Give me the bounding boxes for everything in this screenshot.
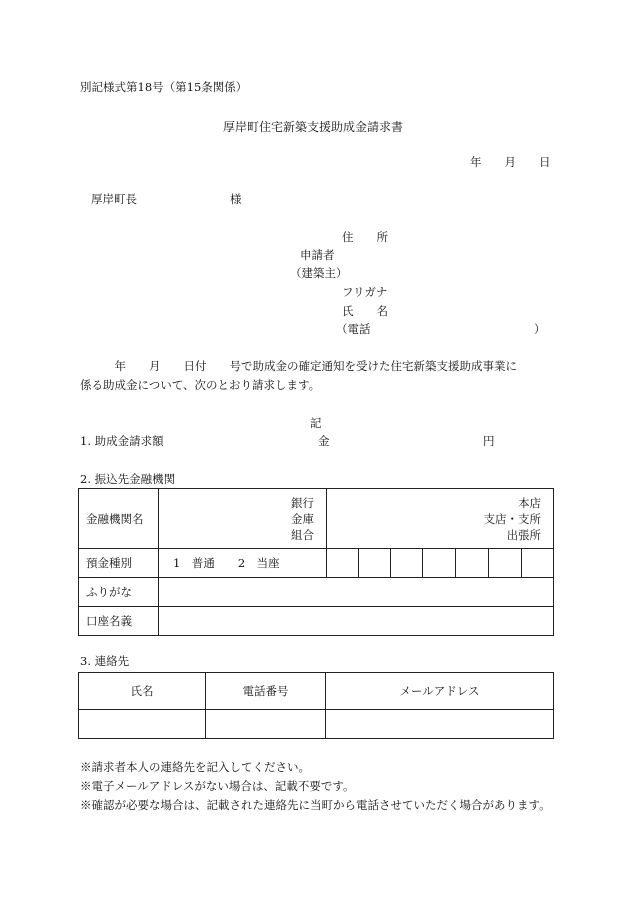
bank-table <box>78 488 554 636</box>
bank-type-cell[interactable] <box>159 489 327 549</box>
body-line-2: 係る助成金について、次のとおり請求します。 <box>80 378 321 392</box>
account-digit-6[interactable] <box>489 549 522 578</box>
note-3: ※確認が必要な場合は、記載された連絡先に当町から電話させていただく場合があります。 <box>80 798 551 812</box>
section1-kin: 金 <box>318 434 330 448</box>
branch-type-honten: 本店 <box>518 495 542 510</box>
ki-heading: 記 <box>310 416 322 430</box>
account-digit-3[interactable] <box>391 549 423 578</box>
contact-table <box>78 672 554 739</box>
contact-email-cell[interactable] <box>326 710 554 739</box>
account-digit-1[interactable] <box>327 549 359 578</box>
branch-type-shiten: 支店・支所 <box>483 511 542 526</box>
body-line-1: 年 月 日付 号で助成金の確定通知を受けた住宅新築支援助成事業に <box>80 359 517 373</box>
date-line: 年 月 日 <box>470 155 551 169</box>
applicant-label: 申請者 <box>300 248 335 262</box>
section3-label: 3. 連絡先 <box>80 654 130 668</box>
account-digit-4[interactable] <box>423 549 456 578</box>
section1-label: 1. 助成金請求額 <box>80 434 164 448</box>
section2-label: 2. 振込先金融機関 <box>80 472 176 486</box>
contact-name-cell[interactable] <box>79 710 206 739</box>
phone-close: ） <box>534 322 546 336</box>
bank-name-label: 金融機関名 <box>79 489 159 549</box>
furigana-row-label: ふりがな <box>79 578 159 607</box>
address-label: 住 所 <box>342 230 388 244</box>
builder-label: （建築主） <box>290 266 348 280</box>
addressee-name: 厚岸町長 <box>91 192 137 206</box>
branch-type-cell[interactable] <box>327 489 554 549</box>
bank-type-kinko: 金庫 <box>291 511 314 526</box>
note-2: ※電子メールアドレスがない場合は、記載不要です。 <box>80 779 355 793</box>
form-number: 別記様式第18号（第15条関係） <box>80 80 248 94</box>
contact-header-email: メールアドレス <box>326 673 554 710</box>
contact-phone-cell[interactable] <box>206 710 326 739</box>
name-label: 氏 名 <box>342 304 388 318</box>
account-digit-5[interactable] <box>456 549 489 578</box>
deposit-type-label: 預金種別 <box>79 549 159 578</box>
furigana-label: フリガナ <box>342 285 388 299</box>
account-digit-2[interactable] <box>359 549 391 578</box>
addressee-honorific: 様 <box>230 192 242 206</box>
account-digit-7[interactable] <box>522 549 554 578</box>
contact-header-name: 氏名 <box>79 673 206 710</box>
branch-type-shutchojo: 出張所 <box>506 527 542 542</box>
bank-type-ginko: 銀行 <box>291 495 314 510</box>
section1-yen: 円 <box>483 434 495 448</box>
bank-type-kumiai: 組合 <box>291 527 314 542</box>
contact-header-phone: 電話番号 <box>206 673 326 710</box>
account-holder-input-cell[interactable] <box>159 607 554 636</box>
account-holder-label: 口座名義 <box>79 607 159 636</box>
deposit-type-options[interactable]: 1 普通 2 当座 <box>159 549 327 578</box>
document-title: 厚岸町住宅新築支援助成金請求書 <box>223 120 404 134</box>
phone-open: （電話 <box>336 322 371 336</box>
furigana-input-cell[interactable] <box>159 578 554 607</box>
note-1: ※請求者本人の連絡先を記入してください。 <box>80 760 310 774</box>
